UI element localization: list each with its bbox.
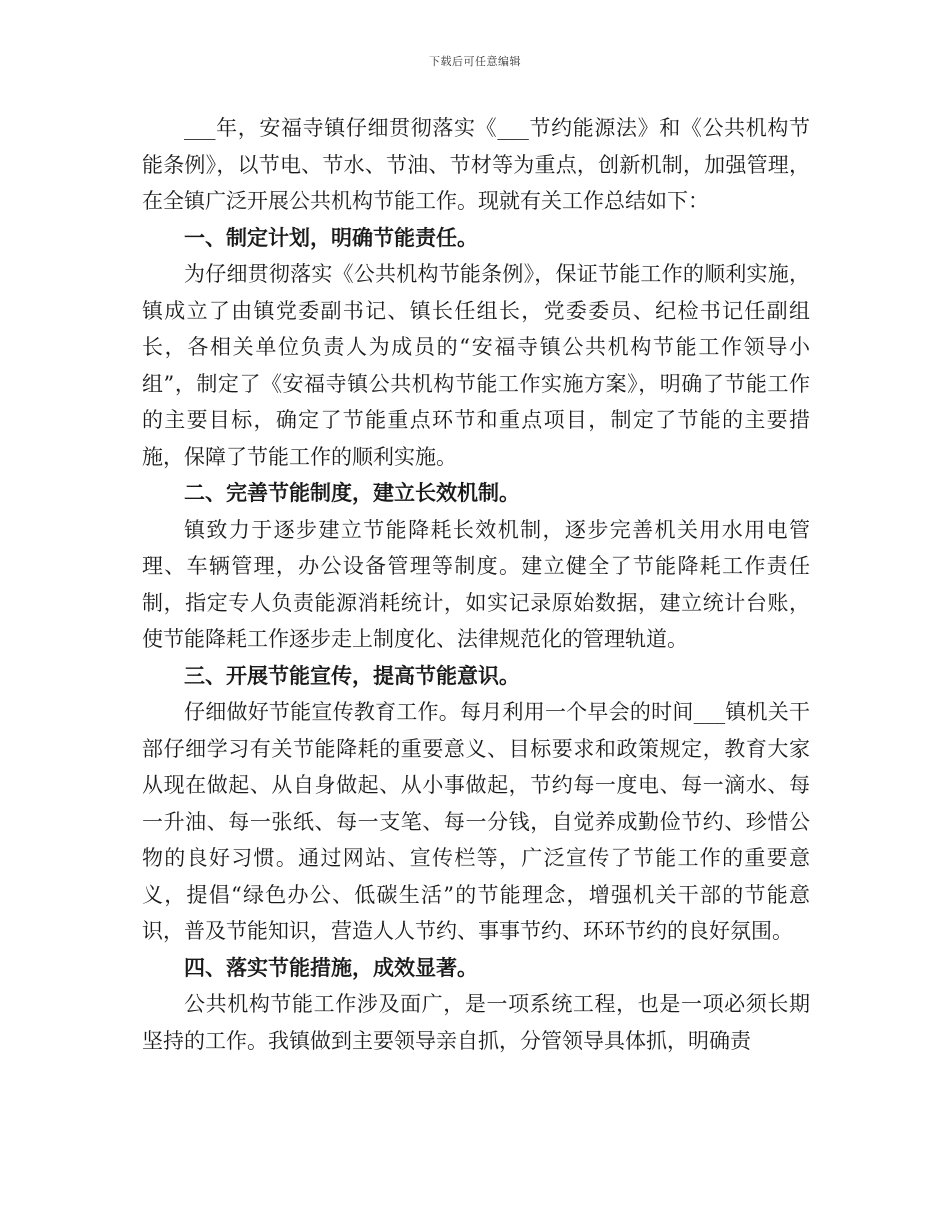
page-header: 下载后可任意编辑 bbox=[429, 55, 521, 68]
section-body-2: 镇致力于逐步建立节能降耗长效机制，逐步完善机关用水用电管理、车辆管理，办公设备管理等制度。建立健全了节能降耗工作责任制，指定专人负责能源消耗统计，如实记录原始数据，建立统计台账，使节能降耗工作逐步走上制度化、法律规范化的管理轨道。 bbox=[142, 517, 810, 651]
section-body-1: 为仔细贯彻落实《公共机构节能条例》，保证节能工作的顺利实施，镇成立了由镇党委副书记、镇长任组长，党委委员、纪检书记任副组长，各相关单位负责人为成员的“安福寺镇公共机构节能工作领导小组”，制定了《安福寺镇公共机构节能工作实施方案》，明确了节能工作的主要目标，确定了节能重点环节和重点项目，制定了节能的主要措施，保障了节能工作的顺利实施。 bbox=[142, 262, 810, 469]
section-heading-2: 二、完善节能制度，建立长效机制。 bbox=[184, 481, 520, 505]
section-heading-3: 三、开展节能宣传，提高节能意识。 bbox=[184, 663, 520, 688]
intro-paragraph: ___年，安福寺镇仔细贯彻落实《___节约能源法》和《公共机构节能条例》，以节电、节水、节油、节材等为重点，创新机制，加强管理，在全镇广泛开展公共机构节能工作。现就有关工作总结如下： bbox=[142, 116, 810, 213]
section-heading-4: 四、落实节能措施，成效显著。 bbox=[184, 955, 478, 980]
section-heading-1: 一、制定计划，明确节能责任。 bbox=[184, 225, 478, 250]
section-body-4: 公共机构节能工作涉及面广，是一项系统工程，也是一项必须长期坚持的工作。我镇做到主要领导亲自抓，分管领导具体抓，明确责 bbox=[142, 992, 810, 1053]
section-body-3: 仔细做好节能宣传教育工作。每月利用一个早会的时间___镇机关干部仔细学习有关节能降耗的重要意义、目标要求和政策规定，教育大家从现在做起、从自身做起、从小事做起，节约每一度电、每一滴水、每一升油、每一张纸、每一支笔、每一分钱，自觉养成勤俭节约、珍惜公物的良好习惯。通过网站、宣传栏等，广泛宣传了节能工作的重要意义，提倡“绿色办公、低碳生活”的节能理念，增强机关干部的节能意识，普及节能知识，营造人人节约、事事节约、环环节约的良好氛围。 bbox=[142, 700, 810, 943]
document-body bbox=[142, 110, 810, 1059]
